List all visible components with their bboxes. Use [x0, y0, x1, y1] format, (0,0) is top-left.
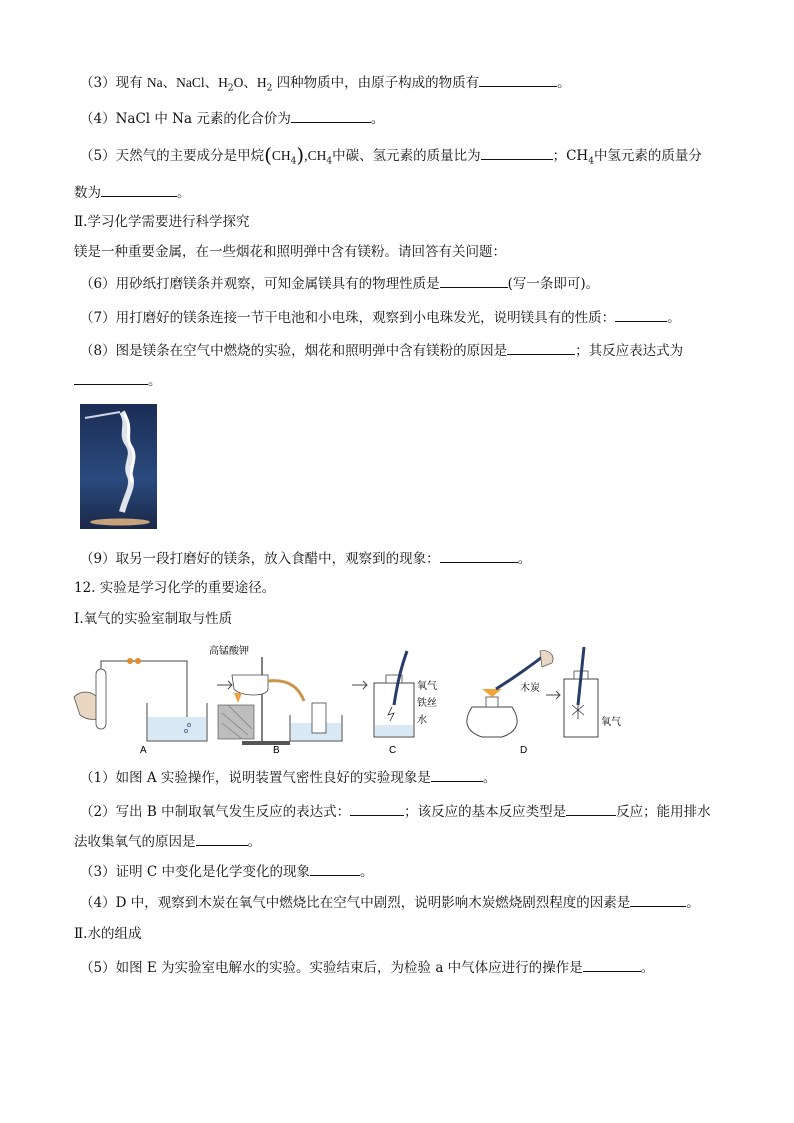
label-water: 水 — [417, 715, 427, 726]
label-oxygen: 氧气 — [417, 681, 437, 692]
part-1-question-2: （2）写出 B 中制取氧气发生反应的表达式： ；该反应的基本反应类型是 反应；能用排水 — [80, 801, 754, 822]
answer-blank[interactable] — [630, 892, 686, 907]
part-1-question-4: （4）D 中，观察到木炭在氧气中燃烧比在空气中剧烈，说明影响木炭燃烧剧烈程度的因素是 。 — [80, 892, 754, 913]
section-2-intro: 镁是一种重要金属，在一些烟花和照明弹中含有镁粉。请回答有关问题： — [74, 244, 506, 260]
answer-blank[interactable] — [479, 72, 557, 87]
label-a: A — [140, 745, 147, 756]
answer-blank[interactable] — [196, 831, 248, 846]
label-b: B — [273, 745, 280, 756]
question-8: （8）图是镁条在空气中燃烧的实验，烟花和照明弹中含有镁粉的原因是 ；其反应表达式为 — [80, 340, 754, 361]
answer-blank[interactable] — [74, 370, 148, 385]
part-2-question-5: （5）如图 E 为实验室电解水的实验。实验结束后，为检验 a 中气体应进行的操作是 。 — [80, 957, 754, 978]
label-charcoal: 木炭 — [520, 683, 540, 694]
section-water-title: Ⅱ.水的组成 — [74, 926, 142, 942]
apparatus-d — [467, 647, 621, 756]
answer-blank[interactable] — [310, 861, 360, 876]
answer-blank[interactable] — [291, 108, 371, 123]
answer-blank[interactable] — [481, 145, 553, 160]
answer-blank[interactable] — [440, 273, 508, 288]
question-12-title: 12. 实验是学习化学的重要途径。 — [74, 580, 276, 596]
section-1-title: Ⅰ.氧气的实验室制取与性质 — [74, 611, 233, 627]
answer-blank[interactable] — [615, 307, 667, 322]
question-5: （5）天然气的主要成分是甲烷$(CH_4),CH_4$中碳、氢元素的质量比为 ；$CH_4$中氢元素的质量分 — [80, 143, 702, 167]
answer-blank[interactable] — [350, 801, 404, 816]
label-d: D — [520, 745, 528, 756]
answer-blank[interactable] — [583, 957, 641, 972]
question-6: （6）用砂纸打磨镁条并观察，可知金属镁具有的物理性质是 (写一条即可)。 — [80, 273, 754, 294]
oxygen-experiment-figure — [72, 645, 632, 760]
apparatus-a — [74, 658, 207, 756]
question-8-cont: 。 — [74, 370, 754, 391]
label-kmno4: 高锰酸钾 — [209, 646, 249, 657]
magnesium-burning-photo — [80, 404, 157, 529]
apparatus-b — [209, 645, 342, 756]
answer-blank[interactable] — [440, 548, 518, 563]
question-7: （7）用打磨好的镁条连接一节干电池和小电珠，观察到小电珠发光，说明镁具有的性质： 。 — [80, 307, 754, 328]
label-oxygen-2: 氧气 — [601, 717, 621, 728]
answer-blank[interactable] — [101, 182, 177, 197]
section-2-title: Ⅱ.学习化学需要进行科学探究 — [74, 214, 250, 230]
answer-blank[interactable] — [566, 801, 616, 816]
part-1-question-3: （3）证明 C 中变化是化学变化的现象 。 — [80, 861, 754, 882]
apparatus-c — [374, 651, 437, 756]
answer-blank[interactable] — [507, 340, 575, 355]
question-5-cont: 数为 。 — [74, 182, 754, 203]
label-iron-wire: 铁丝 — [417, 698, 437, 709]
part-1-question-1: （1）如图 A 实验操作，说明装置气密性良好的实验现象是 。 — [80, 767, 754, 788]
question-9: （9）取另一段打磨好的镁条，放入食醋中，观察到的现象： 。 — [80, 548, 754, 569]
question-3: （3）现有 Na、NaCl、$H_2O$、$H_2$ 四种物质中，由原子构成的物质有 。 — [80, 72, 754, 99]
label-c: C — [389, 745, 397, 756]
answer-blank[interactable] — [431, 767, 483, 782]
part-1-question-2-cont: 法收集氧气的原因是 。 — [74, 831, 754, 852]
question-4: （4）NaCl 中 Na 元素的化合价为 。 — [80, 108, 754, 129]
